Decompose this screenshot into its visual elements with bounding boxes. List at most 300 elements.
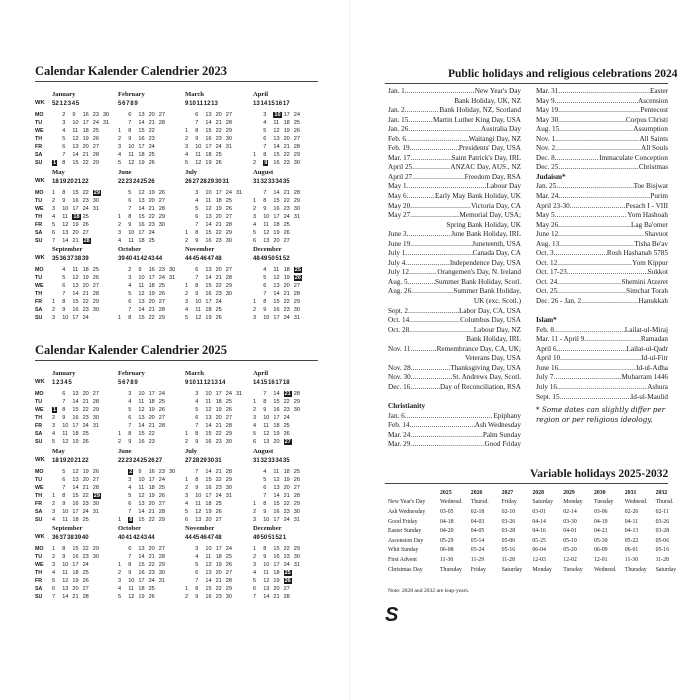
week-numbers: 44 45 46 47 48: [185, 255, 222, 262]
day-row: [52, 593, 124, 601]
holiday-value: Tuesday: [563, 566, 583, 573]
week-numbers: 39 40 41 42 43 44: [118, 255, 163, 262]
day-number: 21: [82, 399, 89, 405]
dot-leader: [408, 278, 435, 288]
day-number: 25: [92, 267, 99, 273]
day-number: 11: [62, 517, 68, 523]
holiday-value: 04-01: [563, 528, 577, 535]
weekday-label: SU: [35, 238, 43, 244]
day-number: 29: [92, 160, 99, 166]
holiday-continuation: [388, 297, 521, 307]
day-row: [118, 127, 190, 135]
day-number: 15: [72, 407, 79, 413]
day-number: 26: [215, 315, 222, 321]
cal2025-day-labels: [35, 378, 49, 446]
day-number: 24: [82, 562, 89, 568]
holiday-row: [388, 287, 521, 297]
holiday-date: June 3: [388, 230, 407, 239]
holiday-row: [388, 202, 521, 212]
day-number: 13: [72, 283, 79, 289]
day-number: 5: [185, 160, 189, 166]
day-number: 9: [195, 291, 199, 297]
day-number: 16: [205, 238, 212, 244]
day-number: 20: [283, 136, 290, 142]
weekday-label: TU: [35, 275, 43, 281]
day-row: [185, 151, 257, 159]
day-number: 17: [273, 315, 280, 321]
week-numbers: 27 28 29 30 31: [185, 457, 222, 464]
day-number: 29: [225, 230, 232, 236]
year-header: 2030: [593, 489, 606, 496]
holiday-name: Assumption: [633, 125, 668, 134]
day-number: 6: [128, 546, 132, 552]
holiday-name: Good Friday: [484, 440, 521, 449]
weekday-label: TU: [35, 477, 43, 483]
day-row: [52, 111, 124, 119]
highlighted-day: 21: [284, 391, 291, 397]
day-number: 9: [195, 238, 199, 244]
day-number: 7: [128, 120, 132, 126]
holiday-name: Orangemen's Day, N. Ireland: [437, 268, 521, 277]
day-row: [185, 229, 257, 237]
day-number: 16: [82, 112, 89, 118]
day-number: 12: [72, 136, 79, 142]
day-row: [52, 414, 124, 422]
month-name: July: [185, 448, 198, 455]
day-number: 19: [148, 190, 155, 196]
day-number: 1: [118, 128, 122, 134]
dot-leader: [410, 421, 475, 431]
cal2023-day-labels: [35, 177, 49, 245]
day-number: 25: [283, 423, 290, 429]
day-number: 5: [195, 407, 199, 413]
holiday-name: Palm Sunday: [482, 430, 521, 439]
day-number: 15: [273, 501, 280, 507]
day-number: 19: [72, 222, 79, 228]
day-number: 4: [52, 570, 56, 576]
day-number: 8: [128, 431, 132, 437]
day-number: 18: [205, 152, 212, 158]
day-number: 3: [253, 517, 257, 523]
day-number: 20: [215, 415, 222, 421]
day-number: 23: [283, 307, 290, 313]
dot-leader: [407, 192, 435, 202]
day-number: 22: [148, 562, 155, 568]
day-number: 22: [148, 128, 155, 134]
day-number: 21: [72, 594, 79, 600]
day-number: 31: [92, 423, 99, 429]
day-row: [118, 135, 190, 143]
day-row: [253, 197, 325, 205]
holiday-name: Early May Bank Holiday, UK: [435, 192, 521, 201]
day-number: 2: [118, 570, 122, 576]
day-number: 27: [225, 415, 232, 421]
day-number: 9: [72, 112, 76, 118]
day-number: 20: [72, 230, 79, 236]
holiday-date: Jan. 6: [388, 411, 405, 420]
day-row: [118, 593, 190, 601]
day-number: 18: [138, 238, 145, 244]
day-number: 20: [82, 477, 89, 483]
day-number: 19: [283, 477, 290, 483]
day-number: 12: [128, 594, 135, 600]
day-row: [52, 508, 124, 516]
day-number: 16: [205, 291, 212, 297]
day-number: 9: [138, 267, 142, 273]
month-name: October: [118, 525, 142, 532]
dot-leader: [559, 240, 634, 250]
holiday-value: 11-28: [501, 556, 515, 563]
day-row: [253, 553, 325, 561]
holiday-row: [536, 383, 668, 393]
cal2025-day-labels: [35, 533, 49, 601]
variable-row: [388, 565, 686, 575]
day-number: 9: [62, 554, 66, 560]
day-row: [52, 274, 124, 282]
holiday-date: Jan. 26: [388, 125, 409, 134]
day-number: 9: [128, 136, 132, 142]
holiday-name: Ramadan: [640, 335, 668, 344]
day-number: 30: [225, 238, 232, 244]
holiday-date: July 1: [388, 249, 406, 258]
week-numbers: 26 27 28 29 30 31: [185, 178, 230, 185]
day-number: 16: [205, 439, 212, 445]
day-row: [185, 266, 257, 274]
day-row: [52, 484, 124, 492]
holiday-value: 04-20: [440, 528, 454, 535]
year-header: 2032: [655, 489, 668, 496]
day-row: [52, 585, 124, 593]
day-number: 4: [263, 120, 267, 126]
day-number: 29: [158, 214, 165, 220]
day-number: 15: [72, 546, 79, 552]
holiday-value: Thursd.: [470, 499, 489, 506]
day-row: [253, 414, 325, 422]
holiday-value: 06-08: [440, 547, 454, 554]
day-row: [52, 553, 124, 561]
holiday-row: [536, 345, 668, 355]
day-number: 2: [185, 594, 189, 600]
highlighted-day: 27: [284, 439, 291, 445]
highlighted-day: 1: [53, 407, 57, 413]
day-number: 8: [128, 562, 132, 568]
week-numbers: 31 32 33 34 35: [253, 178, 290, 185]
day-row: [253, 274, 325, 282]
day-number: 12: [263, 578, 270, 584]
day-number: 20: [215, 267, 222, 273]
day-number: 6: [263, 485, 267, 491]
holiday-value: Wednesd.: [593, 566, 617, 573]
holiday-date: Dec. 25: [536, 163, 559, 172]
holiday-name: Yom Hashoah: [627, 211, 668, 220]
highlighted-day: 10: [274, 112, 281, 118]
day-number: 5: [62, 275, 66, 281]
day-number: 6: [195, 570, 199, 576]
dot-leader: [412, 173, 464, 183]
holiday-date: Feb. 8: [536, 325, 554, 334]
holiday-value: 04-03: [470, 518, 485, 525]
holiday-row: [536, 249, 668, 259]
holiday-date: Dec. 8: [536, 153, 555, 162]
holiday-name: All Saints: [639, 134, 668, 143]
day-number: 24: [82, 206, 89, 212]
month-name: February: [118, 370, 145, 377]
day-number: 30: [92, 307, 99, 313]
weekday-label: SU: [35, 594, 43, 600]
holiday-name: Ascension: [638, 96, 668, 105]
holiday-date: July 16: [536, 382, 557, 391]
holiday-row: [388, 125, 521, 135]
day-number: 26: [293, 477, 300, 483]
dot-leader: [412, 163, 450, 173]
day-number: 3: [52, 509, 56, 515]
day-number: 18: [82, 267, 89, 273]
week-numbers: 49 50 51 52 1: [253, 534, 287, 541]
highlighted-day: 26: [284, 578, 291, 584]
day-row: [253, 127, 325, 135]
day-number: 2: [52, 198, 56, 204]
holiday-date: May 26: [536, 220, 559, 229]
day-number: 23: [148, 439, 155, 445]
day-row: [118, 298, 190, 306]
day-row: [118, 151, 190, 159]
day-row: [253, 398, 325, 406]
cal2025-title: Calendar Kalender Calendrier 2025: [35, 343, 228, 357]
day-number: 23: [283, 160, 290, 166]
day-row: [253, 213, 325, 221]
day-number: 8: [195, 230, 199, 236]
day-number: 22: [82, 160, 89, 166]
day-number: 8: [62, 407, 66, 413]
day-number: 12: [72, 469, 79, 475]
weekday-label: TU: [35, 198, 43, 204]
variable-row: [388, 555, 686, 565]
day-row: [185, 111, 257, 119]
weekday-label: SA: [35, 431, 43, 437]
day-number: 4: [128, 399, 132, 405]
day-number: 12: [205, 562, 212, 568]
day-row: [118, 314, 190, 322]
holiday-name: Labor Day, CA, USA: [458, 306, 521, 315]
day-number: 25: [293, 120, 300, 126]
day-number: 17: [215, 190, 222, 196]
day-number: 11: [205, 198, 212, 204]
day-number: 31: [225, 493, 232, 499]
holiday-name: Epiphany: [493, 411, 521, 420]
holiday-value: Wednesd.: [624, 499, 648, 506]
day-number: 4: [52, 431, 56, 437]
day-number: 17: [273, 415, 280, 421]
variable-row: [388, 526, 686, 536]
holiday-value: Thursd.: [655, 499, 674, 506]
weekday-label: FR: [35, 222, 43, 228]
highlighted-day: 29: [93, 190, 100, 196]
day-row: [185, 468, 257, 476]
holiday-name: Purim: [650, 192, 668, 201]
holiday-value: 06-04: [532, 547, 546, 554]
day-number: 29: [293, 501, 300, 507]
day-row: [118, 484, 190, 492]
day-number: 24: [82, 315, 89, 321]
holiday-row: [536, 364, 668, 374]
day-number: 30: [92, 554, 99, 560]
day-number: 5: [52, 222, 56, 228]
day-number: 14: [273, 291, 280, 297]
day-number: 23: [148, 222, 155, 228]
day-number: 10: [195, 144, 202, 150]
highlighted-day: 2: [129, 469, 133, 475]
day-row: [185, 516, 257, 524]
day-number: 30: [168, 469, 176, 475]
day-number: 5: [128, 190, 132, 196]
day-number: 10: [205, 391, 212, 397]
highlighted-day: 1: [53, 160, 57, 166]
weekday-label: MO: [35, 190, 44, 196]
day-number: 18: [72, 517, 79, 523]
cal2023-title: Calendar Kalender Calendrier 2023: [35, 64, 228, 78]
holiday-date: April 27: [388, 172, 413, 181]
day-number: 8: [62, 493, 66, 499]
day-row: [52, 221, 124, 229]
holiday-row: [536, 326, 668, 336]
day-row: [185, 414, 257, 422]
holiday-value: 04-05: [470, 528, 485, 535]
cal2023-month-march: [185, 90, 257, 167]
day-number: 17: [205, 493, 212, 499]
day-row: [118, 545, 190, 553]
day-number: 25: [283, 222, 290, 228]
day-number: 22: [148, 315, 155, 321]
day-number: 5: [62, 469, 66, 475]
day-number: 15: [72, 299, 79, 305]
holiday-value: 02-18: [470, 508, 485, 515]
day-number: 12: [205, 407, 212, 413]
month-name: January: [52, 370, 76, 377]
day-number: 16: [138, 222, 145, 228]
day-number: 5: [118, 594, 122, 600]
day-number: 14: [205, 469, 212, 475]
day-row: [118, 414, 190, 422]
day-row: [253, 508, 325, 516]
day-number: 23: [148, 570, 155, 576]
day-number: 4: [118, 238, 122, 244]
day-row: [185, 197, 257, 205]
day-number: 16: [273, 307, 280, 313]
weekday-label: SA: [35, 586, 43, 592]
day-number: 28: [158, 554, 165, 560]
day-number: 15: [138, 431, 145, 437]
holiday-name: Corpus Christi: [625, 115, 668, 124]
day-number: 11: [128, 238, 134, 244]
holiday-value: 04-11: [624, 518, 639, 525]
day-row: [118, 422, 190, 430]
holiday-value: 03-01: [532, 508, 546, 515]
day-number: 1: [118, 562, 122, 568]
day-number: 8: [195, 586, 199, 592]
weekday-label: SU: [35, 439, 43, 445]
day-number: 11: [263, 423, 269, 429]
day-number: 28: [293, 291, 300, 297]
highlighted-day: 18: [73, 214, 80, 220]
header-blank: [388, 488, 440, 498]
day-number: 30: [293, 407, 300, 413]
day-number: 4: [62, 128, 66, 134]
month-name: May: [52, 169, 65, 176]
day-row: [52, 135, 124, 143]
day-number: 20: [82, 144, 89, 150]
day-number: 23: [283, 407, 290, 413]
day-number: [284, 438, 294, 446]
day-number: 19: [148, 493, 155, 499]
day-number: 1: [185, 477, 189, 483]
day-number: 26: [225, 407, 232, 413]
holiday-value: 04-14: [532, 518, 546, 525]
day-number: 25: [225, 399, 232, 405]
day-number: 7: [52, 238, 56, 244]
day-number: 28: [158, 307, 165, 313]
day-number: 7: [263, 493, 267, 499]
day-row: [118, 237, 190, 245]
day-number: 11: [263, 570, 269, 576]
day-number: 26: [92, 469, 99, 475]
day-number: 13: [72, 391, 79, 397]
day-number: 30: [225, 594, 232, 600]
day-number: 28: [92, 152, 99, 158]
week-numbers: 5 6 7 8 9: [118, 379, 138, 386]
day-number: 9: [138, 469, 142, 475]
day-number: 27: [158, 112, 165, 118]
day-number: 4: [118, 152, 122, 158]
holiday-name: Presidents' Day, USA: [458, 144, 521, 153]
year-header: 2025: [440, 489, 452, 496]
month-name: December: [253, 246, 282, 253]
day-number: 14: [205, 423, 212, 429]
day-number: 29: [92, 546, 99, 552]
holiday-date: Jan. 1: [388, 87, 405, 95]
day-number: 4: [52, 214, 56, 220]
day-number: 4: [185, 501, 189, 507]
day-row: [253, 229, 325, 237]
day-row: [253, 282, 325, 290]
year-header: 2028: [532, 489, 544, 496]
day-row: [185, 585, 257, 593]
day-number: 4: [195, 399, 199, 405]
day-number: 28: [293, 493, 300, 499]
day-number: 19: [215, 407, 222, 413]
day-number: 20: [283, 485, 290, 491]
day-number: 28: [158, 509, 165, 515]
holiday-date: April 25: [388, 163, 413, 172]
week-numbers: 48 49 50 51 52: [253, 255, 290, 262]
weekday-label: MO: [35, 546, 44, 552]
day-number: 6: [195, 267, 199, 273]
dot-leader: [558, 116, 626, 126]
dot-leader: [407, 182, 487, 192]
day-row: [253, 159, 325, 167]
holiday-date: July 12: [388, 268, 409, 277]
day-row: [52, 127, 124, 135]
holiday-name: Ashura: [647, 382, 668, 391]
month-name: January: [52, 91, 76, 98]
holiday-date: July 4: [388, 258, 406, 267]
day-number: 20: [273, 586, 280, 592]
day-number: 19: [273, 578, 280, 584]
day-number: 15: [138, 128, 145, 134]
day-number: 23: [82, 415, 89, 421]
day-number: 6: [62, 144, 66, 150]
weekday-label: SU: [35, 315, 43, 321]
day-number: 17: [215, 546, 222, 552]
